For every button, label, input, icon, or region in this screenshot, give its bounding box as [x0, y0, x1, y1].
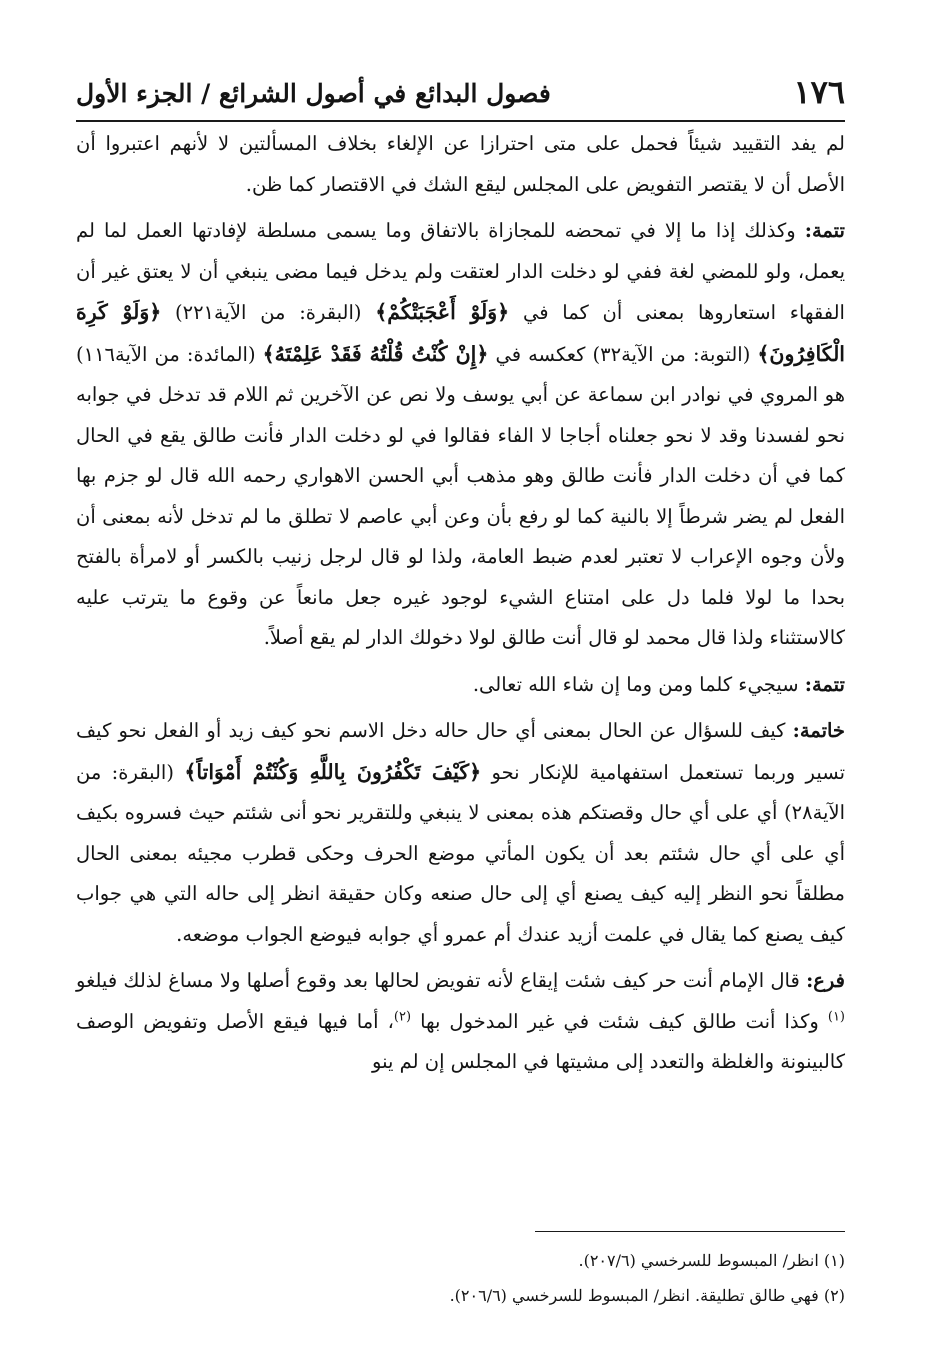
paragraph-text: ، أما فيها فيقع الأصل وتفويض الوصف كالبينونة والغلظة والتعدد إلى مشيتها في المجلس إن لم ينو: [76, 1009, 845, 1073]
page-number: ١٧٦: [793, 73, 845, 111]
footnote-1: (١) انظر/ المبسوط للسرخسي (٢٠٧/٦).: [578, 1251, 845, 1270]
paragraph-text: كيف للسؤال عن الحال بمعنى أي حال حاله دخل الاسم نحو كيف زيد أو الفعل نحو كيف تسير وربما تستعمل استفهامية للإنكار نحو: [76, 719, 846, 784]
page-header: [76, 62, 845, 114]
quran-verse: ﴿وَلَوْ كَرِهَ الْكَافِرُونَ﴾: [76, 300, 846, 366]
paragraph-5: [76, 961, 845, 1083]
paragraph-lead: خاتمة:: [792, 719, 845, 742]
footnotes: [76, 1243, 845, 1313]
paragraph-text: وكذا أنت طالق كيف شئت في غير المدخول بها: [420, 1009, 819, 1033]
header-divider: [76, 120, 845, 122]
paragraph-text: (البقرة: من الآية٢٨) أي على أي حال وقصتكم هذه بمعنى لا ينبغي وللتقرير نحو أنى شئتم حيث فسروه بكيف أي على أي حال شئتم بعد أن يكون المأتي موضع الحرف وحكى قطرب مجيئه بمعنى الحال مطلقاً نحو النظر إليه كيف يصنع أي إلى حال صنعه وكان حقيقة انظر إلى حاله التي هي جواب كيف يصنع كما يقال في علمت أزيد عندك أم عمرو أي جوابه فيوضع الجواب موضعه.: [76, 760, 845, 946]
running-title: فصول البدائع في أصول الشرائع / الجزء الأول: [76, 79, 551, 108]
paragraph-text: سيجيء كلما ومن وما إن شاء الله تعالى.: [472, 672, 799, 696]
footnote-marker-1[interactable]: (١): [827, 1009, 845, 1024]
footnote-divider: [535, 1231, 845, 1232]
paragraph-lead: تتمة:: [804, 672, 845, 696]
paragraph-text: لم يفد التقييد شيئاً فحمل على متى احترازا عن الإلغاء بخلاف المسألتين لا لأنهم اعتبروا أن الأصل أن لا يقتصر التفويض على المجلس ليقع الشك في الاقتصار كما ظن.: [76, 132, 845, 196]
verse-reference: (البقرة: من الآية٢٢١): [175, 301, 362, 324]
paragraph-text: (التوبة: من الآية٣٢) كعكسه في: [495, 342, 751, 366]
footnote-2: (٢) فهي طالق تطليقة. انظر/ المبسوط للسرخسي (٢٠٦/٦).: [449, 1286, 845, 1305]
paragraph-3: [76, 665, 845, 706]
paragraph-text: قال الإمام أنت حر كيف شئت إيقاع لأنه تفويض لحالها بعد وقوع أصلها ولا مساغ لذلك فيلغو: [76, 969, 800, 992]
quran-verse: ﴿إِنْ كُنْتُ قُلْتُهُ فَقَدْ عَلِمْتَهُ﴾: [262, 341, 489, 366]
paragraph-2: [76, 211, 845, 659]
quran-verse: ﴿وَلَوْ أَعْجَبَتْكُمْ﴾: [375, 300, 510, 324]
quran-verse: ﴿كَيْفَ تَكْفُرُونَ بِاللَّهِ وَكُنْتُمْ أَمْوَاتاً﴾: [184, 759, 482, 784]
paragraph-lead: تتمة:: [804, 219, 845, 242]
paragraph-lead: فرع:: [806, 969, 846, 992]
paragraph-text: وكذلك إذا ما إلا في تمحضه للمجازاة بالاتفاق وما يسمى مسلطة لإفادتها العمل لما لم يعمل، ولو للمضي لغة ففي لو دخلت الدار لعتقت ولم يدخل فيما مضى ينبغي أن لا يعتق غير أن الفقهاء استعاروها بمعنى أن كما في: [76, 219, 845, 324]
paragraph-1: [76, 124, 845, 205]
paragraph-text: (المائدة: من الآية١١٦) هو المروي في نوادر ابن سماعة عن أبي يوسف ولا نص عن الآخرين ثم اللام قد تدخل في جوابه نحو لفسدنا وقد لا نحو جعلناه أجاجا لا الفاء فقالوا في لو دخلت الدار فأنت طالق يقع في الحال كما في أن دخلت الدار فأنت طالق وهو مذهب أبي الحسن الاهواري رحمه الله قال لو جزم بها الفعل لم يضر شرطاً إلا بالنية كما لو رفع بأن وعن أبي عاصم لا تطلق ما لم تدخل لأنه بمعنى أن ولأن وجوه الإعراب لا تعتبر لعدم ضبط العامة، ولذا لو قال لرجل زنيب بالكسر أو لامرأة بالفتح بحدا ما لولا فلما دل على امتناع الشيء لوجود غيره جعل مانعاً عن وقوع ما يترتب عليه كالاستثناء ولذا قال محمد لو قال أنت طالق لولا دخولك الدار لم يقع أصلاً.: [76, 342, 845, 649]
paragraph-4: [76, 711, 845, 955]
page-body: [76, 124, 845, 1089]
footnote-marker-2[interactable]: (٢): [393, 1009, 412, 1024]
